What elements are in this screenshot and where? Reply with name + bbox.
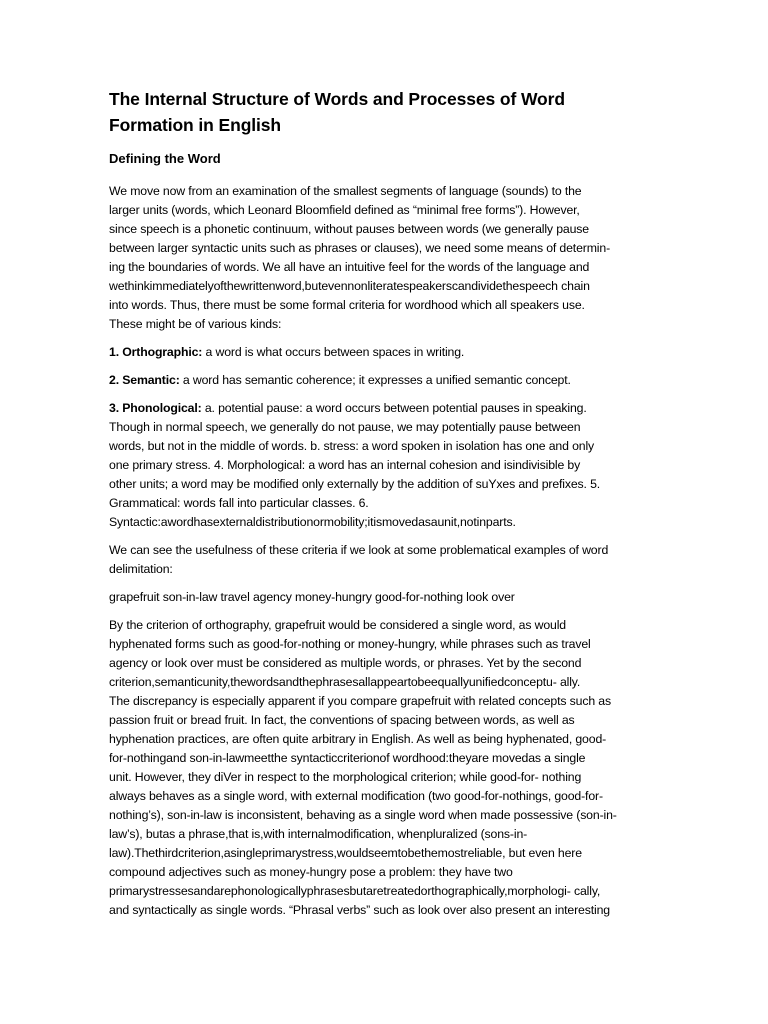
criterion-orthographic xyxy=(109,343,661,362)
discussion-line: for-nothingand son-in-lawmeetthe syntacticcriterionof wordhood:theyare movedas a single xyxy=(109,751,586,765)
criterion-semantic xyxy=(109,371,661,390)
criterion-phonological xyxy=(109,399,661,532)
discussion-line: agency or look over must be considered as multiple words, or phrases. Yet by the second xyxy=(109,656,582,670)
examples-paragraph xyxy=(109,588,661,607)
intro-line: wethinkimmediatelyofthewrittenword,butevennonliteratespeakerscandividethespeech chain xyxy=(109,279,590,293)
discussion-line: law).Thethirdcriterion,asingleprimarystress,wouldseemtobethemostreliable, but even here xyxy=(109,846,582,860)
discussion-line: By the criterion of orthography, grapefruit would be considered a single word, as would xyxy=(109,618,567,632)
discussion-line: primarystressesandarephonologicallyphrasesbutaretreatedorthographically,morphologi- cally, xyxy=(109,884,601,898)
criterion-line: Grammatical: words fall into particular classes. 6. xyxy=(109,496,369,510)
intro-line: larger units (words, which Leonard Bloomfield defined as “minimal free forms”). However, xyxy=(109,203,580,217)
intro-paragraph xyxy=(109,182,661,334)
criterion-text: a. potential pause: a word occurs between potential pauses in speaking. xyxy=(201,401,587,415)
intro-line: into words. Thus, there must be some formal criteria for wordhood which all speakers use. xyxy=(109,298,585,312)
discussion-line: nothing’s), son-in-law is inconsistent, behaving as a single word when made possessive (son-in- xyxy=(109,808,617,822)
intro-line: ing the boundaries of words. We all have an intuitive feel for the words of the language and xyxy=(109,260,590,274)
document-page xyxy=(109,86,661,929)
criterion-label: 3. Phonological: xyxy=(109,401,202,415)
criterion-text: a word has semantic coherence; it expresses a unified semantic concept. xyxy=(179,373,571,387)
criterion-line xyxy=(109,343,661,362)
discussion-line: hyphenation practices, are often quite arbitrary in English. As well as being hyphenated, good- xyxy=(109,732,607,746)
criterion-line: one primary stress. 4. Morphological: a word has an internal cohesion and isindivisible by xyxy=(109,458,581,472)
discussion-line: law’s), butas a phrase,that is,with internalmodification, whenpluralized (sons-in- xyxy=(109,827,528,841)
discussion-line: compound adjectives such as money-hungry pose a problem: they have two xyxy=(109,865,513,879)
document-title: The Internal Structure of Words and Processes of Word Formation in English xyxy=(109,89,565,135)
discussion-line: and syntactically as single words. “Phrasal verbs” such as look over also present an interesting xyxy=(109,903,610,917)
intro-line: We move now from an examination of the smallest segments of language (sounds) to the xyxy=(109,184,582,198)
discussion-line: always behaves as a single word, with external modification (two good-for-nothings, good-for- xyxy=(109,789,603,803)
criterion-line: other units; a word may be modified only externally by the addition of suYxes and prefixes. 5. xyxy=(109,477,601,491)
criterion-label: 1. Orthographic: xyxy=(109,345,203,359)
discussion-paragraph xyxy=(109,616,661,920)
section-heading: Defining the Word xyxy=(109,151,221,166)
criterion-label: 2. Semantic: xyxy=(109,373,180,387)
intro-line: between larger syntactic units such as phrases or clauses), we need some means of determin- xyxy=(109,241,611,255)
criterion-line xyxy=(109,399,661,418)
criterion-line xyxy=(109,371,661,390)
usefulness-line: delimitation: xyxy=(109,562,173,576)
intro-line: These might be of various kinds: xyxy=(109,317,282,331)
usefulness-line: We can see the usefulness of these criteria if we look at some problematical examples of word xyxy=(109,543,609,557)
intro-line: since speech is a phonetic continuum, without pauses between words (we generally pause xyxy=(109,222,589,236)
discussion-line: criterion,semanticunity,thewordsandthephrasesallappeartobeequallyunifiedconceptu- ally. xyxy=(109,675,581,689)
criterion-line: Though in normal speech, we generally do not pause, we may potentially pause between xyxy=(109,420,581,434)
criterion-text: a word is what occurs between spaces in writing. xyxy=(202,345,465,359)
criterion-line: Syntactic:awordhasexternaldistributionormobility;itismovedasaunit,notinparts. xyxy=(109,515,516,529)
examples-line: grapefruit son-in-law travel agency money-hungry good-for-nothing look over xyxy=(109,590,515,604)
discussion-line: hyphenated forms such as good-for-nothing or money-hungry, while phrases such as travel xyxy=(109,637,591,651)
discussion-line: unit. However, they diVer in respect to the morphological criterion; while good-for- nothing xyxy=(109,770,582,784)
criterion-line: words, but not in the middle of words. b. stress: a word spoken in isolation has one and only xyxy=(109,439,595,453)
usefulness-paragraph xyxy=(109,541,661,579)
discussion-line: passion fruit or bread fruit. In fact, the conventions of spacing between words, as well as xyxy=(109,713,575,727)
discussion-line: The discrepancy is especially apparent if you compare grapefruit with related concepts such as xyxy=(109,694,611,708)
